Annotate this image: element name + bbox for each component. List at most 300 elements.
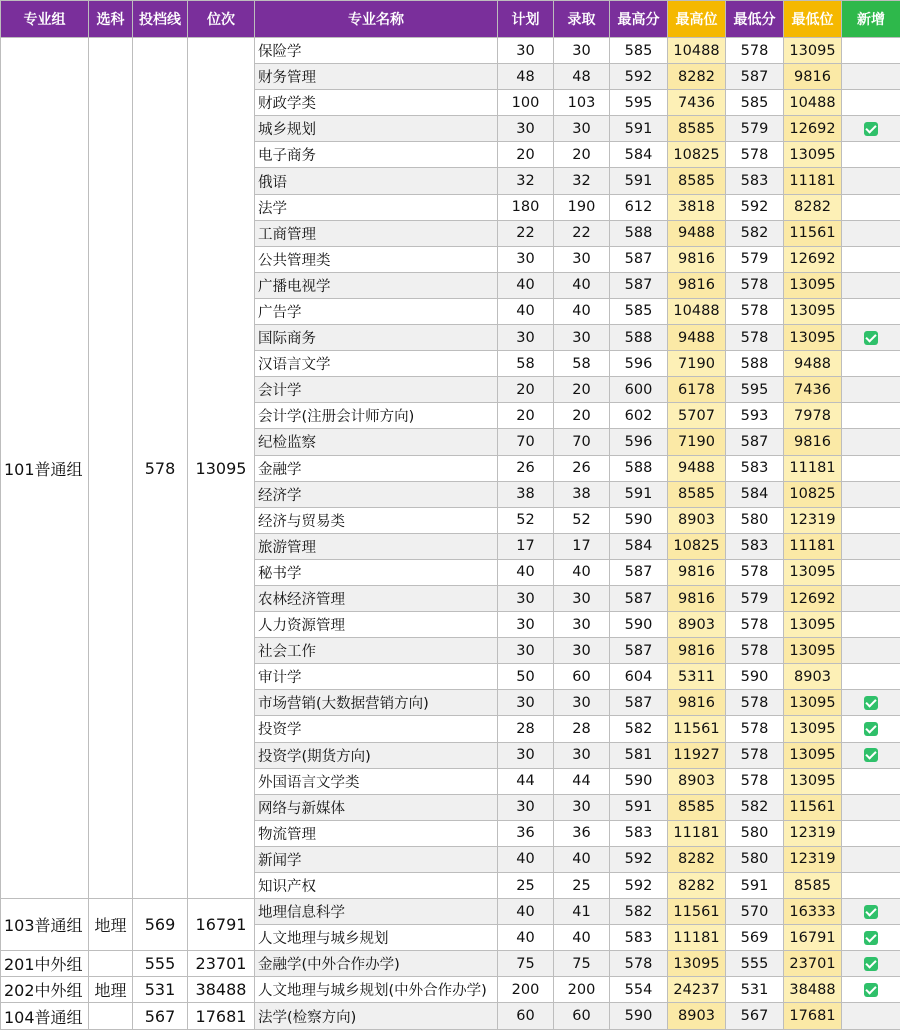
min-rank-cell: 12319 bbox=[784, 846, 842, 872]
admit-cell: 60 bbox=[554, 664, 610, 690]
header-min-score: 最低分 bbox=[726, 1, 784, 38]
plan-cell: 26 bbox=[498, 455, 554, 481]
header-line: 投档线 bbox=[133, 1, 188, 38]
new-cell bbox=[842, 64, 900, 90]
max-score-cell: 592 bbox=[610, 846, 668, 872]
admit-cell: 17 bbox=[554, 533, 610, 559]
max-score-cell: 590 bbox=[610, 768, 668, 794]
plan-cell: 22 bbox=[498, 220, 554, 246]
major-name-cell: 旅游管理 bbox=[255, 533, 498, 559]
table-row bbox=[1, 951, 900, 977]
major-name-cell: 秘书学 bbox=[255, 559, 498, 585]
min-score-cell: 582 bbox=[726, 794, 784, 820]
min-score-cell: 582 bbox=[726, 220, 784, 246]
plan-cell: 30 bbox=[498, 325, 554, 351]
checkmark-icon bbox=[864, 331, 878, 345]
plan-cell: 44 bbox=[498, 768, 554, 794]
max-rank-cell: 24237 bbox=[668, 977, 726, 1003]
max-rank-cell: 5311 bbox=[668, 664, 726, 690]
group-rank-cell: 16791 bbox=[188, 899, 255, 951]
max-rank-cell: 7190 bbox=[668, 429, 726, 455]
major-name-cell: 经济与贸易类 bbox=[255, 507, 498, 533]
min-rank-cell: 8903 bbox=[784, 664, 842, 690]
checkmark-icon bbox=[864, 983, 878, 997]
min-score-cell: 580 bbox=[726, 820, 784, 846]
header-plan: 计划 bbox=[498, 1, 554, 38]
max-score-cell: 595 bbox=[610, 90, 668, 116]
header-major: 专业名称 bbox=[255, 1, 498, 38]
max-score-cell: 590 bbox=[610, 507, 668, 533]
plan-cell: 180 bbox=[498, 194, 554, 220]
max-rank-cell: 8903 bbox=[668, 768, 726, 794]
max-rank-cell: 9816 bbox=[668, 585, 726, 611]
max-score-cell: 602 bbox=[610, 403, 668, 429]
admit-cell: 44 bbox=[554, 768, 610, 794]
max-score-cell: 583 bbox=[610, 820, 668, 846]
plan-cell: 52 bbox=[498, 507, 554, 533]
major-name-cell: 农林经济管理 bbox=[255, 585, 498, 611]
min-rank-cell: 13095 bbox=[784, 612, 842, 638]
min-rank-cell: 11561 bbox=[784, 794, 842, 820]
max-rank-cell: 8585 bbox=[668, 481, 726, 507]
max-rank-cell: 11561 bbox=[668, 899, 726, 925]
admit-cell: 48 bbox=[554, 64, 610, 90]
max-rank-cell: 7190 bbox=[668, 351, 726, 377]
min-score-cell: 592 bbox=[726, 194, 784, 220]
admit-cell: 22 bbox=[554, 220, 610, 246]
max-rank-cell: 8282 bbox=[668, 64, 726, 90]
admit-cell: 25 bbox=[554, 873, 610, 899]
major-name-cell: 电子商务 bbox=[255, 142, 498, 168]
major-name-cell: 外国语言文学类 bbox=[255, 768, 498, 794]
max-rank-cell: 9488 bbox=[668, 455, 726, 481]
major-name-cell: 人力资源管理 bbox=[255, 612, 498, 638]
plan-cell: 40 bbox=[498, 298, 554, 324]
new-cell bbox=[842, 899, 900, 925]
major-name-cell: 知识产权 bbox=[255, 873, 498, 899]
min-rank-cell: 11561 bbox=[784, 220, 842, 246]
admit-cell: 30 bbox=[554, 690, 610, 716]
max-score-cell: 588 bbox=[610, 325, 668, 351]
max-score-cell: 584 bbox=[610, 142, 668, 168]
plan-cell: 50 bbox=[498, 664, 554, 690]
plan-cell: 25 bbox=[498, 873, 554, 899]
max-score-cell: 588 bbox=[610, 220, 668, 246]
group-subject-cell bbox=[89, 951, 133, 977]
max-rank-cell: 8903 bbox=[668, 1003, 726, 1029]
min-score-cell: 578 bbox=[726, 768, 784, 794]
max-score-cell: 582 bbox=[610, 899, 668, 925]
new-cell bbox=[842, 116, 900, 142]
max-rank-cell: 9488 bbox=[668, 220, 726, 246]
checkmark-icon bbox=[864, 748, 878, 762]
major-name-cell: 审计学 bbox=[255, 664, 498, 690]
admit-cell: 30 bbox=[554, 742, 610, 768]
admit-cell: 58 bbox=[554, 351, 610, 377]
plan-cell: 20 bbox=[498, 142, 554, 168]
plan-cell: 30 bbox=[498, 612, 554, 638]
new-cell bbox=[842, 38, 900, 64]
admit-cell: 75 bbox=[554, 951, 610, 977]
checkmark-icon bbox=[864, 931, 878, 945]
max-score-cell: 587 bbox=[610, 638, 668, 664]
group-subject-cell bbox=[89, 38, 133, 899]
new-cell bbox=[842, 351, 900, 377]
admit-cell: 103 bbox=[554, 90, 610, 116]
major-name-cell: 金融学(中外合作办学) bbox=[255, 951, 498, 977]
checkmark-icon bbox=[864, 696, 878, 710]
admit-cell: 40 bbox=[554, 925, 610, 951]
min-rank-cell: 8585 bbox=[784, 873, 842, 899]
new-cell bbox=[842, 794, 900, 820]
major-name-cell: 工商管理 bbox=[255, 220, 498, 246]
admit-cell: 36 bbox=[554, 820, 610, 846]
max-score-cell: 592 bbox=[610, 873, 668, 899]
max-score-cell: 587 bbox=[610, 585, 668, 611]
major-name-cell: 地理信息科学 bbox=[255, 899, 498, 925]
min-score-cell: 580 bbox=[726, 846, 784, 872]
max-score-cell: 590 bbox=[610, 612, 668, 638]
max-rank-cell: 9816 bbox=[668, 246, 726, 272]
min-score-cell: 578 bbox=[726, 325, 784, 351]
admit-cell: 30 bbox=[554, 116, 610, 142]
major-name-cell: 社会工作 bbox=[255, 638, 498, 664]
new-cell bbox=[842, 846, 900, 872]
major-name-cell: 网络与新媒体 bbox=[255, 794, 498, 820]
checkmark-icon bbox=[864, 722, 878, 736]
plan-cell: 36 bbox=[498, 820, 554, 846]
admit-cell: 30 bbox=[554, 585, 610, 611]
max-score-cell: 591 bbox=[610, 168, 668, 194]
min-rank-cell: 9816 bbox=[784, 64, 842, 90]
max-rank-cell: 9816 bbox=[668, 690, 726, 716]
new-cell bbox=[842, 716, 900, 742]
max-rank-cell: 5707 bbox=[668, 403, 726, 429]
max-rank-cell: 11561 bbox=[668, 716, 726, 742]
admit-cell: 60 bbox=[554, 1003, 610, 1029]
table-row bbox=[1, 38, 900, 64]
checkmark-icon bbox=[864, 905, 878, 919]
admit-cell: 70 bbox=[554, 429, 610, 455]
plan-cell: 30 bbox=[498, 638, 554, 664]
max-score-cell: 587 bbox=[610, 272, 668, 298]
admit-cell: 26 bbox=[554, 455, 610, 481]
new-cell bbox=[842, 429, 900, 455]
plan-cell: 70 bbox=[498, 429, 554, 455]
min-score-cell: 583 bbox=[726, 168, 784, 194]
new-cell bbox=[842, 612, 900, 638]
min-rank-cell: 23701 bbox=[784, 951, 842, 977]
min-score-cell: 578 bbox=[726, 559, 784, 585]
plan-cell: 30 bbox=[498, 690, 554, 716]
new-cell bbox=[842, 664, 900, 690]
min-score-cell: 578 bbox=[726, 38, 784, 64]
new-cell bbox=[842, 142, 900, 168]
major-name-cell: 法学 bbox=[255, 194, 498, 220]
header-min-rank: 最低位 bbox=[784, 1, 842, 38]
group-subject-cell: 地理 bbox=[89, 899, 133, 951]
plan-cell: 40 bbox=[498, 559, 554, 585]
new-cell bbox=[842, 1003, 900, 1029]
new-cell bbox=[842, 533, 900, 559]
max-score-cell: 582 bbox=[610, 716, 668, 742]
max-rank-cell: 11181 bbox=[668, 820, 726, 846]
major-name-cell: 人文地理与城乡规划 bbox=[255, 925, 498, 951]
max-rank-cell: 8585 bbox=[668, 794, 726, 820]
max-rank-cell: 11927 bbox=[668, 742, 726, 768]
group-name-cell: 101普通组 bbox=[1, 38, 89, 899]
plan-cell: 30 bbox=[498, 585, 554, 611]
admit-cell: 32 bbox=[554, 168, 610, 194]
plan-cell: 30 bbox=[498, 742, 554, 768]
header-admit: 录取 bbox=[554, 1, 610, 38]
group-rank-cell: 17681 bbox=[188, 1003, 255, 1029]
new-cell bbox=[842, 377, 900, 403]
new-cell bbox=[842, 925, 900, 951]
min-score-cell: 570 bbox=[726, 899, 784, 925]
plan-cell: 30 bbox=[498, 246, 554, 272]
new-cell bbox=[842, 820, 900, 846]
max-rank-cell: 9816 bbox=[668, 272, 726, 298]
min-score-cell: 585 bbox=[726, 90, 784, 116]
min-score-cell: 579 bbox=[726, 246, 784, 272]
major-name-cell: 金融学 bbox=[255, 455, 498, 481]
admit-cell: 38 bbox=[554, 481, 610, 507]
new-cell bbox=[842, 90, 900, 116]
min-rank-cell: 8282 bbox=[784, 194, 842, 220]
max-score-cell: 590 bbox=[610, 1003, 668, 1029]
new-cell bbox=[842, 585, 900, 611]
max-score-cell: 592 bbox=[610, 64, 668, 90]
group-subject-cell bbox=[89, 1003, 133, 1029]
max-score-cell: 581 bbox=[610, 742, 668, 768]
header-max-score: 最高分 bbox=[610, 1, 668, 38]
min-score-cell: 590 bbox=[726, 664, 784, 690]
min-rank-cell: 17681 bbox=[784, 1003, 842, 1029]
major-name-cell: 法学(检察方向) bbox=[255, 1003, 498, 1029]
major-name-cell: 保险学 bbox=[255, 38, 498, 64]
group-line-cell: 531 bbox=[133, 977, 188, 1003]
min-rank-cell: 13095 bbox=[784, 690, 842, 716]
major-name-cell: 经济学 bbox=[255, 481, 498, 507]
max-score-cell: 600 bbox=[610, 377, 668, 403]
admit-cell: 30 bbox=[554, 612, 610, 638]
table-row bbox=[1, 977, 900, 1003]
max-rank-cell: 10488 bbox=[668, 38, 726, 64]
min-score-cell: 578 bbox=[726, 612, 784, 638]
major-name-cell: 汉语言文学 bbox=[255, 351, 498, 377]
max-score-cell: 591 bbox=[610, 116, 668, 142]
min-score-cell: 593 bbox=[726, 403, 784, 429]
new-cell bbox=[842, 507, 900, 533]
max-rank-cell: 9488 bbox=[668, 325, 726, 351]
max-rank-cell: 8903 bbox=[668, 507, 726, 533]
admit-cell: 40 bbox=[554, 559, 610, 585]
admit-cell: 30 bbox=[554, 638, 610, 664]
group-line-cell: 569 bbox=[133, 899, 188, 951]
header-row bbox=[1, 1, 900, 38]
header-max-rank: 最高位 bbox=[668, 1, 726, 38]
admit-cell: 30 bbox=[554, 246, 610, 272]
new-cell bbox=[842, 742, 900, 768]
min-rank-cell: 13095 bbox=[784, 142, 842, 168]
plan-cell: 40 bbox=[498, 846, 554, 872]
major-name-cell: 市场营销(大数据营销方向) bbox=[255, 690, 498, 716]
min-rank-cell: 13095 bbox=[784, 742, 842, 768]
group-rank-cell: 23701 bbox=[188, 951, 255, 977]
min-rank-cell: 9488 bbox=[784, 351, 842, 377]
group-name-cell: 103普通组 bbox=[1, 899, 89, 951]
table-row bbox=[1, 1003, 900, 1029]
plan-cell: 40 bbox=[498, 925, 554, 951]
new-cell bbox=[842, 768, 900, 794]
min-rank-cell: 12692 bbox=[784, 246, 842, 272]
plan-cell: 200 bbox=[498, 977, 554, 1003]
new-cell bbox=[842, 455, 900, 481]
max-rank-cell: 8282 bbox=[668, 846, 726, 872]
admit-cell: 190 bbox=[554, 194, 610, 220]
new-cell bbox=[842, 951, 900, 977]
major-name-cell: 国际商务 bbox=[255, 325, 498, 351]
max-score-cell: 578 bbox=[610, 951, 668, 977]
min-rank-cell: 11181 bbox=[784, 533, 842, 559]
min-rank-cell: 16333 bbox=[784, 899, 842, 925]
min-score-cell: 584 bbox=[726, 481, 784, 507]
major-name-cell: 广播电视学 bbox=[255, 272, 498, 298]
min-rank-cell: 12319 bbox=[784, 820, 842, 846]
max-rank-cell: 10488 bbox=[668, 298, 726, 324]
min-score-cell: 583 bbox=[726, 455, 784, 481]
max-rank-cell: 3818 bbox=[668, 194, 726, 220]
major-name-cell: 广告学 bbox=[255, 298, 498, 324]
header-subject: 选科 bbox=[89, 1, 133, 38]
plan-cell: 20 bbox=[498, 377, 554, 403]
min-score-cell: 578 bbox=[726, 142, 784, 168]
plan-cell: 30 bbox=[498, 116, 554, 142]
new-cell bbox=[842, 481, 900, 507]
max-score-cell: 587 bbox=[610, 690, 668, 716]
min-score-cell: 567 bbox=[726, 1003, 784, 1029]
max-score-cell: 585 bbox=[610, 38, 668, 64]
max-score-cell: 612 bbox=[610, 194, 668, 220]
major-name-cell: 物流管理 bbox=[255, 820, 498, 846]
group-name-cell: 201中外组 bbox=[1, 951, 89, 977]
max-rank-cell: 11181 bbox=[668, 925, 726, 951]
min-score-cell: 591 bbox=[726, 873, 784, 899]
min-rank-cell: 11181 bbox=[784, 455, 842, 481]
major-name-cell: 会计学 bbox=[255, 377, 498, 403]
min-score-cell: 578 bbox=[726, 716, 784, 742]
group-rank-cell: 38488 bbox=[188, 977, 255, 1003]
min-rank-cell: 7978 bbox=[784, 403, 842, 429]
min-score-cell: 583 bbox=[726, 533, 784, 559]
min-score-cell: 578 bbox=[726, 690, 784, 716]
max-rank-cell: 6178 bbox=[668, 377, 726, 403]
min-rank-cell: 12692 bbox=[784, 116, 842, 142]
min-score-cell: 580 bbox=[726, 507, 784, 533]
max-score-cell: 604 bbox=[610, 664, 668, 690]
max-score-cell: 583 bbox=[610, 925, 668, 951]
major-name-cell: 城乡规划 bbox=[255, 116, 498, 142]
new-cell bbox=[842, 194, 900, 220]
plan-cell: 28 bbox=[498, 716, 554, 742]
group-line-cell: 555 bbox=[133, 951, 188, 977]
admit-cell: 30 bbox=[554, 38, 610, 64]
admit-cell: 28 bbox=[554, 716, 610, 742]
min-rank-cell: 13095 bbox=[784, 325, 842, 351]
header-rank: 位次 bbox=[188, 1, 255, 38]
min-rank-cell: 13095 bbox=[784, 38, 842, 64]
max-rank-cell: 9816 bbox=[668, 638, 726, 664]
major-name-cell: 新闻学 bbox=[255, 846, 498, 872]
max-rank-cell: 13095 bbox=[668, 951, 726, 977]
min-score-cell: 579 bbox=[726, 116, 784, 142]
group-name-cell: 104普通组 bbox=[1, 1003, 89, 1029]
max-rank-cell: 10825 bbox=[668, 533, 726, 559]
group-subject-cell: 地理 bbox=[89, 977, 133, 1003]
admit-cell: 30 bbox=[554, 794, 610, 820]
max-rank-cell: 9816 bbox=[668, 559, 726, 585]
min-rank-cell: 7436 bbox=[784, 377, 842, 403]
new-cell bbox=[842, 220, 900, 246]
min-score-cell: 579 bbox=[726, 585, 784, 611]
min-rank-cell: 9816 bbox=[784, 429, 842, 455]
major-name-cell: 投资学(期货方向) bbox=[255, 742, 498, 768]
checkmark-icon bbox=[864, 957, 878, 971]
min-score-cell: 578 bbox=[726, 638, 784, 664]
plan-cell: 40 bbox=[498, 272, 554, 298]
min-rank-cell: 16791 bbox=[784, 925, 842, 951]
admit-cell: 20 bbox=[554, 377, 610, 403]
new-cell bbox=[842, 246, 900, 272]
admit-cell: 41 bbox=[554, 899, 610, 925]
min-rank-cell: 12692 bbox=[784, 585, 842, 611]
header-new: 新增 bbox=[842, 1, 900, 38]
plan-cell: 40 bbox=[498, 899, 554, 925]
min-rank-cell: 38488 bbox=[784, 977, 842, 1003]
major-name-cell: 纪检监察 bbox=[255, 429, 498, 455]
group-line-cell: 578 bbox=[133, 38, 188, 899]
max-score-cell: 554 bbox=[610, 977, 668, 1003]
min-rank-cell: 11181 bbox=[784, 168, 842, 194]
min-rank-cell: 13095 bbox=[784, 272, 842, 298]
new-cell bbox=[842, 559, 900, 585]
plan-cell: 30 bbox=[498, 794, 554, 820]
max-rank-cell: 7436 bbox=[668, 90, 726, 116]
plan-cell: 58 bbox=[498, 351, 554, 377]
new-cell bbox=[842, 168, 900, 194]
min-score-cell: 555 bbox=[726, 951, 784, 977]
min-rank-cell: 10825 bbox=[784, 481, 842, 507]
plan-cell: 48 bbox=[498, 64, 554, 90]
plan-cell: 100 bbox=[498, 90, 554, 116]
new-cell bbox=[842, 272, 900, 298]
plan-cell: 17 bbox=[498, 533, 554, 559]
min-rank-cell: 13095 bbox=[784, 768, 842, 794]
new-cell bbox=[842, 977, 900, 1003]
plan-cell: 60 bbox=[498, 1003, 554, 1029]
min-rank-cell: 13095 bbox=[784, 638, 842, 664]
checkmark-icon bbox=[864, 122, 878, 136]
admit-cell: 52 bbox=[554, 507, 610, 533]
min-rank-cell: 10488 bbox=[784, 90, 842, 116]
header-group: 专业组 bbox=[1, 1, 89, 38]
min-score-cell: 531 bbox=[726, 977, 784, 1003]
plan-cell: 75 bbox=[498, 951, 554, 977]
max-score-cell: 596 bbox=[610, 429, 668, 455]
max-rank-cell: 8282 bbox=[668, 873, 726, 899]
max-score-cell: 591 bbox=[610, 481, 668, 507]
